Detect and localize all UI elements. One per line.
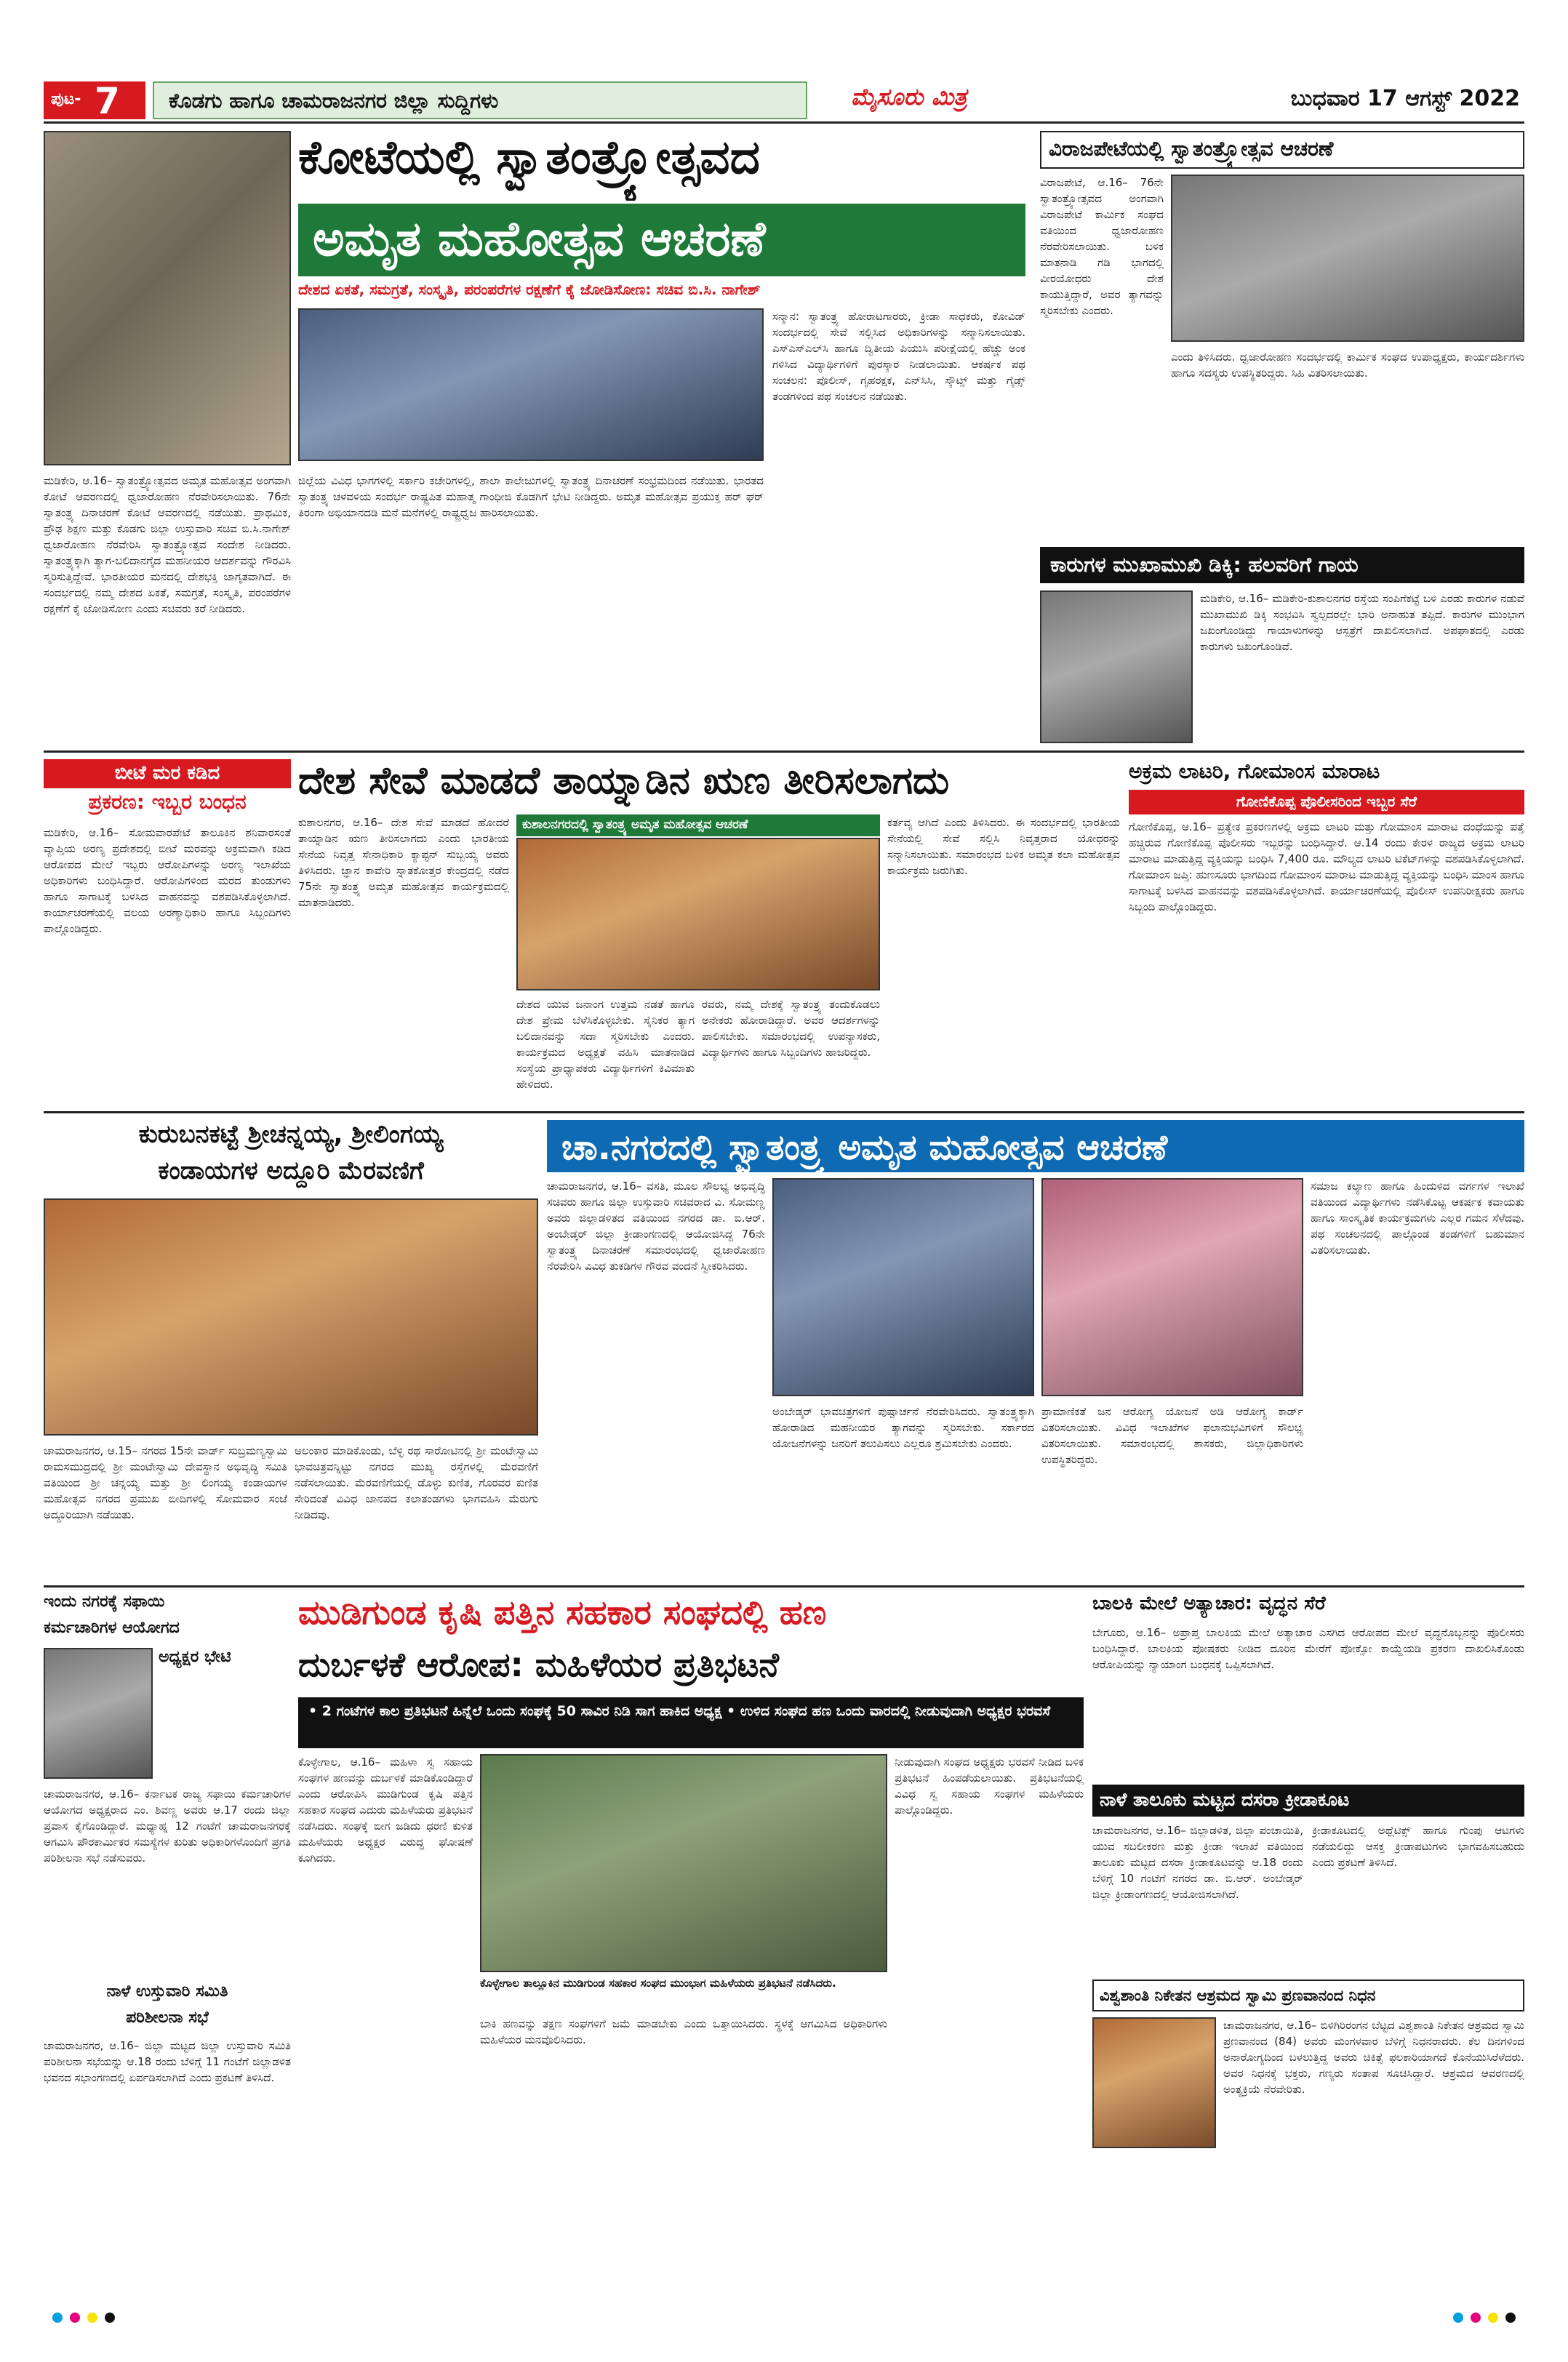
safai-text: ಚಾಮರಾಜನಗರ, ಆ.16– ಕರ್ನಾಟಕ ರಾಜ್ಯ ಸಫಾಯಿ ಕರ್ಮಚಾರಿಗಳ ಆಯೋಗದ ಅಧ್ಯಕ್ಷರಾದ ಎಂ. ಶಿವಣ್ಣ ಅವರು ಆ.17 ರಂದು ಜಿಲ್ಲಾ ಪ್ರವಾಸ ಕೈಗೊಂಡಿದ್ದಾರೆ. ಮಧ್ಯಾಹ್ನ 12 ಗಂಟೆಗೆ ಚಾಮರಾಜನಗರಕ್ಕೆ ಆಗಮಿಸಿ ಪೌರಕಾರ್ಮಿಕರ ಸಮಸ್ಯೆಗಳ ಕುರಿತು ಅಧಿಕಾರಿಗಳೊಂದಿಗೆ ಪ್ರಗತಿ ಪರಿಶೀಲನಾ ಸಭೆ ನಡೆಸುವರು. xyxy=(44,1787,291,1865)
lottery-headline: ಅಕ್ರಮ ಲಾಟರಿ, ಗೋಮಾಂಸ ಮಾರಾಟ xyxy=(1129,759,1380,783)
car-news-headline: ಕಾರುಗಳ ಮುಖಾಮುಖಿ ಡಿಕ್ಕಿ: ಹಲವರಿಗೆ ಗಾಯ xyxy=(1050,553,1359,577)
lead-photo-fort-flag-hoisting xyxy=(44,131,291,465)
paper-name: ಮೈಸೂರು ಮಿತ್ರ xyxy=(851,83,967,111)
desh-seve-column-4: ಕರ್ತವ್ಯ ಆಗಿದೆ ಎಂದು ತಿಳಿಸಿದರು. ಈ ಸಂದರ್ಭದಲ್ಲಿ ಭಾರತೀಯ ಸೇನೆಯಲ್ಲಿ ಸೇವೆ ಸಲ್ಲಿಸಿ ನಿವೃತ್ತರಾದ ಯೋಧರನ್ನು ಸನ್ಮಾನಿಸಲಾಯಿತು. ಸಮಾರಂಭದ ಬಳಿಕ ಅಮೃತ ಕಲಾ ಮಹೋತ್ಸವ ಕಾರ್ಯಕ್ರಮ ಜರುಗಿತು. xyxy=(887,816,1120,877)
safai-chairman-portrait xyxy=(44,1648,153,1779)
virajpet-headline: ವಿರಾಜಪೇಟೆಯಲ್ಲಿ ಸ್ವಾತಂತ್ರ್ಯೋತ್ಸವ ಆಚರಣೆ xyxy=(1049,137,1334,161)
registration-dot-black-right xyxy=(1505,2313,1516,2323)
issue-date: ಬುಧವಾರ 17 ಆಗಸ್ಟ್ 2022 xyxy=(1290,86,1520,111)
lead-headline-1 xyxy=(298,131,1025,201)
tree-arrest-text: ಮಡಿಕೇರಿ, ಆ.16– ಸೋಮವಾರಪೇಟೆ ತಾಲೂಕಿನ ಶನಿವಾರಸಂತೆ ವ್ಯಾಪ್ತಿಯ ಅರಣ್ಯ ಪ್ರದೇಶದಲ್ಲಿ ಬೀಟೆ ಮರವನ್ನು ಅಕ್ರಮವಾಗಿ ಕಡಿದ ಆರೋಪದ ಮೇಲೆ ಇಬ್ಬರು ಆರೋಪಿಗಳನ್ನು ಅರಣ್ಯ ಇಲಾಖೆಯ ಅಧಿಕಾರಿಗಳು ಬಂಧಿಸಿದ್ದಾರೆ. ಆರೋಪಿಗಳಿಂದ ಮರದ ತುಂಡುಗಳು ಹಾಗೂ ಸಾಗಾಟಕ್ಕೆ ಬಳಸಿದ ವಾಹನವನ್ನು ವಶಪಡಿಸಿಕೊಳ್ಳಲಾಗಿದೆ. ಕಾರ್ಯಾಚರಣೆಯಲ್ಲಿ ವಲಯ ಅರಣ್ಯಾಧಿಕಾರಿ ಹಾಗೂ ಸಿಬ್ಬಂದಿಗಳು ಪಾಲ್ಗೊಂಡಿದ್ದರು. xyxy=(44,826,291,935)
registration-dot-magenta-right xyxy=(1471,2313,1481,2323)
registration-dot-black xyxy=(105,2313,115,2323)
registration-dot-cyan xyxy=(52,2313,63,2323)
car-news-text: ಮಡಿಕೇರಿ, ಆ.16– ಮಡಿಕೇರಿ-ಕುಶಾಲನಗರ ರಸ್ತೆಯ ಸಂಪಿಗೆಕಟ್ಟೆ ಬಳಿ ಎರಡು ಕಾರುಗಳ ನಡುವೆ ಮುಖಾಮುಖಿ ಡಿಕ್ಕಿ ಸಂಭವಿಸಿ ಸ್ವಲ್ಪದರಲ್ಲೇ ಭಾರಿ ಅನಾಹುತ ತಪ್ಪಿದೆ. ಕಾರುಗಳ ಮುಂಭಾಗ ಜಖಂಗೊಂಡಿದ್ದು ಗಾಯಾಳುಗಳನ್ನು ಆಸ್ಪತ್ರೆಗೆ ದಾಖಲಿಸಲಾಗಿದೆ. ಅಪಘಾತದಲ್ಲಿ ಎರಡು ಕಾರುಗಳು ಜಖಂಗೊಂಡಿವೆ. xyxy=(1200,592,1524,653)
dasara-column-1: ಚಾಮರಾಜನಗರ, ಆ.16– ಜಿಲ್ಲಾಡಳಿತ, ಜಿಲ್ಲಾ ಪಂಚಾಯಿತಿ, ಯುವ ಸಬಲೀಕರಣ ಮತ್ತು ಕ್ರೀಡಾ ಇಲಾಖೆ ವತಿಯಿಂದ ತಾಲೂಕು ಮಟ್ಟದ ದಸರಾ ಕ್ರೀಡಾಕೂಟವನ್ನು ಆ.18 ರಂದು ಬೆಳಿಗ್ಗೆ 10 ಗಂಟೆಗೆ ನಗರದ ಡಾ. ಬಿ.ಆರ್. ಅಂಬೇಡ್ಕರ್ ಜಿಲ್ಲಾ ಕ್ರೀಡಾಂಗಣದಲ್ಲಿ ಆಯೋಜಿಸಲಾಗಿದೆ. xyxy=(1092,1824,1303,1901)
lead-headline-text-2: ಅಮೃತ ಮಹೋತ್ಸವ ಆಚರಣೆ xyxy=(313,211,766,267)
kuruba-procession-photo xyxy=(44,1198,538,1436)
desh-seve-column-1: ಕುಶಾಲನಗರ, ಆ.16– ದೇಶ ಸೇವೆ ಮಾಡದೆ ಹೋದರೆ ತಾಯ್ನಾಡಿನ ಋಣ ತೀರಿಸಲಾಗದು ಎಂದು ಭಾರತೀಯ ಸೇನೆಯ ನಿವೃತ್ತ ಸೇನಾಧಿಕಾರಿ ಕ್ಯಾಪ್ಟನ್ ಸುಬ್ಬಯ್ಯ ಅವರು ತಿಳಿಸಿದರು. ಜ್ಞಾನ ಕಾವೇರಿ ಸ್ನಾತಕೋತ್ತರ ಕೇಂದ್ರದಲ್ಲಿ ನಡೆದ 75ನೇ ಸ್ವಾತಂತ್ರ್ಯ ಅಮೃತ ಮಹೋತ್ಸವ ಕಾರ್ಯಕ್ರಮದಲ್ಲಿ ಮಾತನಾಡಿದರು. xyxy=(298,816,509,909)
lead-column-2: ಜಿಲ್ಲೆಯ ವಿವಿಧ ಭಾಗಗಳಲ್ಲಿ ಸರ್ಕಾರಿ ಕಚೇರಿಗಳಲ್ಲಿ, ಶಾಲಾ ಕಾಲೇಜುಗಳಲ್ಲಿ ಸ್ವಾತಂತ್ರ್ಯ ದಿನಾಚರಣೆ ಸಂಭ್ರಮದಿಂದ ನಡೆಯಿತು. ಭಾರತದ ಸ್ವಾತಂತ್ರ್ಯ ಚಳವಳಿಯ ಸಂದರ್ಭ ರಾಷ್ಟ್ರಪಿತ ಮಹಾತ್ಮ ಗಾಂಧೀಜಿ ಕೊಡಗಿಗೆ ಭೇಟಿ ನೀಡಿದ್ದರು. ಅಮೃತ ಮಹೋತ್ಸವ ಪ್ರಯುಕ್ತ ಹರ್ ಘರ್ ತಿರಂಗಾ ಅಭಿಯಾನದಡಿ ಮನೆ ಮನೆಗಳಲ್ಲಿ ರಾಷ್ಟ್ರಧ್ವಜ ಹಾರಿಸಲಾಯಿತು. xyxy=(298,474,764,519)
desh-seve-column-2: ದೇಶದ ಯುವ ಜನಾಂಗ ಉತ್ತಮ ನಡತೆ ಹಾಗೂ ದೇಶ ಪ್ರೇಮ ಬೆಳೆಸಿಕೊಳ್ಳಬೇಕು. ಸೈನಿಕರ ತ್ಯಾಗ ಬಲಿದಾನವನ್ನು ಸದಾ ಸ್ಮರಿಸಬೇಕು ಎಂದರು. ಕಾರ್ಯಕ್ರಮದ ಅಧ್ಯಕ್ಷತೆ ವಹಿಸಿ ಮಾತನಾಡಿದ ಸಂಸ್ಥೆಯ ಪ್ರಾಧ್ಯಾಪಕರು ವಿದ್ಯಾರ್ಥಿಗಳಿಗೆ ಕಿವಿಮಾತು ಹೇಳಿದರು. xyxy=(516,998,695,1091)
mudigund-column-2: ಬಾಕಿ ಹಣವನ್ನು ತಕ್ಷಣ ಸಂಘಗಳಿಗೆ ಜಮೆ ಮಾಡಬೇಕು ಎಂದು ಒತ್ತಾಯಿಸಿದರು. ಸ್ಥಳಕ್ಕೆ ಆಗಮಿಸಿದ ಅಧಿಕಾರಿಗಳು ಮಹಿಳೆಯರ ಮನವೊಲಿಸಿದರು. xyxy=(480,2017,887,2046)
section-title-box xyxy=(153,81,807,119)
lead-headline-2 xyxy=(298,204,1025,276)
safai-sub-text: ಚಾಮರಾಜನಗರ, ಆ.16– ಜಿಲ್ಲಾ ಮಟ್ಟದ ಜಿಲ್ಲಾ ಉಸ್ತುವಾರಿ ಸಮಿತಿ ಪರಿಶೀಲನಾ ಸಭೆಯನ್ನು ಆ.18 ರಂದು ಬೆಳಿಗ್ಗೆ 11 ಗಂಟೆಗೆ ಜಿಲ್ಲಾಡಳಿತ ಭವನದ ಸಭಾಂಗಣದಲ್ಲಿ ಏರ್ಪಡಿಸಲಾಗಿದೆ ಎಂದು ಪ್ರಕಟಣೆ ತಿಳಿಸಿದೆ. xyxy=(44,2039,291,2084)
virajpet-headline-box xyxy=(1040,131,1524,169)
registration-dot-yellow-right xyxy=(1488,2313,1498,2323)
tree-arrest-headline-1: ಬೀಟೆ ಮರ ಕಡಿದ xyxy=(44,759,291,788)
mudigund-headline-text-1: ಮುಡಿಗುಂಡ ಕೃಷಿ ಪತ್ತಿನ ಸಹಕಾರ ಸಂಘದಲ್ಲಿ ಹಣ xyxy=(298,1593,827,1632)
divider-row-2 xyxy=(44,1111,1524,1113)
chamarajanagar-column-3: ಪ್ರಾಮಾಣಿಕತೆ ಜನ ಆರೋಗ್ಯ ಯೋಜನೆ ಅಡಿ ಆರೋಗ್ಯ ಕಾರ್ಡ್ ವಿತರಿಸಲಾಯಿತು. ವಿವಿಧ ಇಲಾಖೆಗಳ ಫಲಾನುಭವಿಗಳಿಗೆ ಸೌಲಭ್ಯ ವಿತರಿಸಲಾಯಿತು. ಸಮಾರಂಭದಲ್ಲಿ ಶಾಸಕರು, ಜಿಲ್ಲಾಧಿಕಾರಿಗಳು ಉಪಸ್ಥಿತರಿದ್ದರು. xyxy=(1041,1405,1303,1466)
mudigund-bullets: • 2 ಗಂಟೆಗಳ ಕಾಲ ಪ್ರತಿಭಟನೆ ಹಿನ್ನೆಲೆ ಒಂದು ಸಂಘಕ್ಕೆ 50 ಸಾವಿರ ನಿಡಿ ಸಾಗ ಹಾಕಿದ ಅಧ್ಯಕ್ಷ • ಉಳಿದ ಸಂಘದ ಹಣ ಒಂದು ವಾರದಲ್ಲಿ ನೀಡುವುದಾಗಿ ಅಧ್ಯಕ್ಷರ ಭರವಸೆ xyxy=(298,1697,1084,1748)
chamarajanagar-column-1: ಚಾಮರಾಜನಗರ, ಆ.16– ವಸತಿ, ಮೂಲ ಸೌಲಭ್ಯ ಅಭಿವೃದ್ಧಿ ಸಚಿವರು ಹಾಗೂ ಜಿಲ್ಲಾ ಉಸ್ತುವಾರಿ ಸಚಿವರಾದ ವಿ. ಸೋಮಣ್ಣ ಅವರು ಜಿಲ್ಲಾಡಳಿತದ ವತಿಯಿಂದ ನಗರದ ಡಾ. ಬಿ.ಆರ್. ಅಂಬೇಡ್ಕರ್ ಜಿಲ್ಲಾ ಕ್ರೀಡಾಂಗಣದಲ್ಲಿ ಆಯೋಜಿಸಿದ್ದ 76ನೇ ಸ್ವಾತಂತ್ರ್ಯ ದಿನಾಚರಣೆ ಸಮಾರಂಭದಲ್ಲಿ ಧ್ವಜಾರೋಹಣ ನೆರವೇರಿಸಿ ವಿವಿಧ ತುಕಡಿಗಳ ಗೌರವ ವಂದನೆ ಸ್ವೀಕರಿಸಿದರು. xyxy=(547,1180,765,1273)
car-news-headline-box xyxy=(1040,547,1524,583)
chamarajanagar-headline-box xyxy=(547,1120,1524,1172)
chamarajanagar-column-2: ಅಂಬೇಡ್ಕರ್ ಭಾವಚಿತ್ರಗಳಿಗೆ ಪುಷ್ಪಾರ್ಚನೆ ನೆರವೇರಿಸಿದರು. ಸ್ವಾತಂತ್ರ್ಯಕ್ಕಾಗಿ ಹೋರಾಡಿದ ಮಹನೀಯರ ತ್ಯಾಗವನ್ನು ಸ್ಮರಿಸಬೇಕು. ಸರ್ಕಾರದ ಯೋಜನೆಗಳನ್ನು ಜನರಿಗೆ ತಲುಪಿಸಲು ಎಲ್ಲರೂ ಶ್ರಮಿಸಬೇಕು ಎಂದರು. xyxy=(772,1405,1034,1450)
swami-portrait xyxy=(1092,2017,1216,2148)
mudigund-photo-caption: ಕೊಳ್ಳೇಗಾಲ ತಾಲ್ಲೂಕಿನ ಮುಡಿಗುಂಡ ಸಹಕಾರ ಸಂಘದ ಮುಂಭಾಗ ಮಹಿಳೆಯರು ಪ್ರತಿಭಟನೆ ನಡೆಸಿದರು. xyxy=(480,1977,836,1990)
page-number: 7 xyxy=(95,81,120,119)
chamarajanagar-photo-2 xyxy=(1041,1178,1303,1396)
page-label-box xyxy=(44,81,145,119)
virajpet-column-2: ಎಂದು ತಿಳಿಸಿದರು. ಧ್ವಜಾರೋಹಣ ಸಂದರ್ಭದಲ್ಲಿ ಕಾರ್ಮಿಕ ಸಂಘದ ಉಪಾಧ್ಯಕ್ಷರು, ಕಾರ್ಯದರ್ಶಿಗಳು ಹಾಗೂ ಸದಸ್ಯರು ಉಪಸ್ಥಿತರಿದ್ದರು. ಸಿಹಿ ವಿತರಿಸಲಾಯಿತು. xyxy=(1171,351,1524,380)
section-title: ಕೊಡಗು ಹಾಗೂ ಚಾಮರಾಜನಗರ ಜಿಲ್ಲಾ ಸುದ್ದಿಗಳು xyxy=(169,89,499,113)
kuruba-column-2: ಅಲಂಕಾರ ಮಾಡಿಕೊಂಡು, ಬೆಳ್ಳಿ ರಥ ಸಾರೋಟಿನಲ್ಲಿ ಶ್ರೀ ಮಂಟೇಸ್ವಾಮಿ ಭಾವಚಿತ್ರವನ್ನಿಟ್ಟು ನಗರದ ಮುಖ್ಯ ರಸ್ತೆಗಳಲ್ಲಿ ಮೆರವಣಿಗೆ ನಡೆಸಲಾಯಿತು. ಮೆರವಣಿಗೆಯಲ್ಲಿ ಡೊಳ್ಳು ಕುಣಿತ, ಗೊರವರ ಕುಣಿತ ಸೇರಿದಂತೆ ವಿವಿಧ ಜಾನಪದ ಕಲಾತಂಡಗಳು ಭಾಗವಹಿಸಿ ಮೆರುಗು ನೀಡಿದವು. xyxy=(295,1444,538,1521)
safai-sub-headline-2: ಪರಿಶೀಲನಾ ಸಭೆ xyxy=(126,2009,209,2027)
balaki-headline: ಬಾಲಕಿ ಮೇಲೆ ಅತ್ಯಾಚಾರ: ವೃದ್ಧನ ಸೆರೆ xyxy=(1092,1593,1326,1614)
lead-headline-text-1: ಕೋಟೆಯಲ್ಲಿ ಸ್ವಾತಂತ್ರ್ಯೋತ್ಸವದ xyxy=(298,131,760,185)
desh-seve-photo-caption: ಕುಶಾಲನಗರದಲ್ಲಿ ಸ್ವಾತಂತ್ರ್ಯ ಅಮೃತ ಮಹೋತ್ಸವ ಆಚರಣೆ xyxy=(516,814,880,836)
virajpet-column-1: ವಿರಾಜಪೇಟೆ, ಆ.16– 76ನೇ ಸ್ವಾತಂತ್ರ್ಯೋತ್ಸವದ ಅಂಗವಾಗಿ ವಿರಾಜಪೇಟೆ ಕಾರ್ಮಿಕ ಸಂಘದ ವತಿಯಿಂದ ಧ್ವಜಾರೋಹಣ ನೆರವೇರಿಸಲಾಯಿತು. ಬಳಿಕ ಮಾತನಾಡಿ ಗಡಿ ಭಾಗದಲ್ಲಿ ವೀರಯೋಧರು ದೇಶ ಕಾಯುತ್ತಿದ್ದಾರೆ, ಅವರ ತ್ಯಾಗವನ್ನು ಸ್ಮರಿಸಬೇಕು ಎಂದರು. xyxy=(1040,176,1164,317)
safai-sub-headline-1: ನಾಳೆ ಉಸ್ತುವಾರಿ ಸಮಿತಿ xyxy=(106,1982,228,2001)
dasara-headline: ನಾಳೆ ತಾಲೂಕು ಮಟ್ಟದ ದಸರಾ ಕ್ರೀಡಾಕೂಟ xyxy=(1100,1789,1350,1810)
dasara-column-2: ಕ್ರೀಡಾಕೂಟದಲ್ಲಿ ಅಥ್ಲೆಟಿಕ್ಸ್ ಹಾಗೂ ಗುಂಪು ಆಟಗಳು ನಡೆಯಲಿದ್ದು ಆಸಕ್ತ ಕ್ರೀಡಾಪಟುಗಳು ಭಾಗವಹಿಸಬಹುದು ಎಂದು ಪ್ರಕಟಣೆ ತಿಳಿಸಿದೆ. xyxy=(1312,1824,1524,1869)
divider-row-3 xyxy=(44,1585,1524,1588)
masthead xyxy=(44,79,1524,124)
registration-dot-magenta xyxy=(70,2313,80,2323)
mudigund-protest-photo xyxy=(480,1754,887,1972)
safai-headline-1: ಇಂದು ನಗರಕ್ಕೆ ಸಫಾಯಿ xyxy=(44,1593,165,1611)
mudigund-headline-1 xyxy=(298,1593,1084,1644)
desh-seve-headline: ದೇಶ ಸೇವೆ ಮಾಡದೆ ತಾಯ್ನಾಡಿನ ಋಣ ತೀರಿಸಲಾಗದು xyxy=(298,759,950,803)
vishwashanti-headline-box xyxy=(1092,1979,1524,2011)
divider-row-1 xyxy=(44,750,1524,753)
desh-seve-column-3: ರವರು, ನಮ್ಮ ದೇಶಕ್ಕೆ ಸ್ವಾತಂತ್ರ್ಯ ತಂದುಕೊಡಲು ಅನೇಕರು ಹೋರಾಡಿದ್ದಾರೆ. ಅವರ ಆದರ್ಶಗಳನ್ನು ಪಾಲಿಸಬೇಕು. ಸಮಾರಂಭದಲ್ಲಿ ಉಪನ್ಯಾಸಕರು, ವಿದ್ಯಾರ್ಥಿಗಳು ಹಾಗೂ ಸಿಬ್ಬಂದಿಗಳು ಹಾಜರಿದ್ದರು. xyxy=(702,998,880,1059)
kuruba-headline-1: ಕುರುಬನಕಟ್ಟೆ ಶ್ರೀಚನ್ನಯ್ಯ, ಶ್ರೀಲಿಂಗಯ್ಯ xyxy=(138,1120,444,1149)
tree-arrest-headline-2: ಪ್ರಕರಣ: ಇಬ್ಬರ ಬಂಧನ xyxy=(88,790,247,814)
mudigund-column-1: ಕೊಳ್ಳೇಗಾಲ, ಆ.16– ಮಹಿಳಾ ಸ್ವ ಸಹಾಯ ಸಂಘಗಳ ಹಣವನ್ನು ದುರ್ಬಳಕೆ ಮಾಡಿಕೊಂಡಿದ್ದಾರೆ ಎಂದು ಆರೋಪಿಸಿ ಮುಡಿಗುಂಡ ಕೃಷಿ ಪತ್ತಿನ ಸಹಕಾರ ಸಂಘದ ಎದುರು ಮಹಿಳೆಯರು ಪ್ರತಿಭಟನೆ ನಡೆಸಿದರು. ಸಂಘಕ್ಕೆ ಬೀಗ ಜಡಿದು ಧರಣಿ ಕುಳಿತ ಮಹಿಳೆಯರು ಅಧ್ಯಕ್ಷರ ವಿರುದ್ಧ ಘೋಷಣೆ ಕೂಗಿದರು. xyxy=(298,1756,473,1865)
kuruba-column-1: ಚಾಮರಾಜನಗರ, ಆ.15– ನಗರದ 15ನೇ ವಾರ್ಡ್ ಸುಬ್ರಮಣ್ಯಸ್ವಾಮಿ ರಾಮಸಮುದ್ರದಲ್ಲಿ ಶ್ರೀ ಮಂಟೇಸ್ವಾಮಿ ದೇವಸ್ಥಾನ ಅಭಿವೃದ್ಧಿ ಸಮಿತಿ ವತಿಯಿಂದ ಶ್ರೀ ಚನ್ನಯ್ಯ ಮತ್ತು ಶ್ರೀ ಲಿಂಗಯ್ಯ ಕಂಡಾಯಗಳ ಮಹೋತ್ಸವ ನಗರದ ಪ್ರಮುಖ ಬೀದಿಗಳಲ್ಲಿ ಸೋಮವಾರ ಸಂಜೆ ಅದ್ದೂರಿಯಾಗಿ ನಡೆಯಿತು. xyxy=(44,1444,287,1521)
mudigund-column-3: ನೀಡುವುದಾಗಿ ಸಂಘದ ಅಧ್ಯಕ್ಷರು ಭರವಸೆ ನೀಡಿದ ಬಳಿಕ ಪ್ರತಿಭಟನೆ ಹಿಂಪಡೆಯಲಾಯಿತು. ಪ್ರತಿಭಟನೆಯಲ್ಲಿ ವಿವಿಧ ಸ್ವ ಸಹಾಯ ಸಂಘಗಳ ಮಹಿಳೆಯರು ಪಾಲ್ಗೊಂಡಿದ್ದರು. xyxy=(895,1756,1084,1817)
dasara-headline-box xyxy=(1092,1785,1524,1817)
safai-headline-2: ಕರ್ಮಚಾರಿಗಳ ಆಯೋಗದ xyxy=(44,1619,180,1637)
desh-seve-photo xyxy=(516,838,880,990)
page-label: ಪುಟ- xyxy=(51,90,81,108)
virajpet-photo xyxy=(1171,175,1524,342)
lottery-text: ಗೋಣಿಕೊಪ್ಪ, ಆ.16– ಪ್ರತ್ಯೇಕ ಪ್ರಕರಣಗಳಲ್ಲಿ ಅಕ್ರಮ ಲಾಟರಿ ಮತ್ತು ಗೋಮಾಂಸ ಮಾರಾಟ ದಂಧೆಯನ್ನು ಪತ್ತೆ ಹಚ್ಚಿರುವ ಗೋಣಿಕೊಪ್ಪ ಪೊಲೀಸರು ಇಬ್ಬರನ್ನು ಬಂಧಿಸಿದ್ದಾರೆ. ಆ.14 ರಂದು ಕೇರಳ ರಾಜ್ಯದ ಅಕ್ರಮ ಲಾಟರಿ ಮಾರಾಟ ಮಾಡುತ್ತಿದ್ದ ವ್ಯಕ್ತಿಯನ್ನು ಬಂಧಿಸಿ 7,400 ರೂ. ಮೌಲ್ಯದ ಲಾಟರಿ ಟಿಕೆಟ್‌ಗಳನ್ನು ವಶಪಡಿಸಿಕೊಳ್ಳಲಾಗಿದೆ. ಗೋಮಾಂಸ ಜಪ್ತಿ: ಹುಣಸೂರು ಭಾಗದಿಂದ ಗೋಮಾಂಸ ಮಾರಾಟ ಮಾಡುತ್ತಿದ್ದ ವ್ಯಕ್ತಿಯನ್ನು ಬಂಧಿಸಿ ಮಾಂಸ ಹಾಗೂ ಸಾಗಾಟಕ್ಕೆ ಬಳಸಿದ ವಾಹನವನ್ನು ವಶಪಡಿಸಿಕೊಳ್ಳಲಾಗಿದೆ. ಕಾರ್ಯಾಚರಣೆಯಲ್ಲಿ ಪೊಲೀಸ್ ಉಪನಿರೀಕ್ಷಕರು ಹಾಗೂ ಸಿಬ್ಬಂದಿ ಪಾಲ್ಗೊಂಡಿದ್ದರು. xyxy=(1129,820,1524,913)
safai-headline-3: ಅಧ್ಯಕ್ಷರ ಭೇಟಿ xyxy=(159,1648,231,1666)
chamarajanagar-headline: ಚಾ.ನಗರದಲ್ಲಿ ಸ್ವಾತಂತ್ರ್ಯ ಅಮೃತ ಮಹೋತ್ಸವ ಆಚರಣೆ xyxy=(561,1127,1168,1168)
lead-subhead: ದೇಶದ ಏಕತೆ, ಸಮಗ್ರತೆ, ಸಂಸ್ಕೃತಿ, ಪರಂಪರೆಗಳ ರಕ್ಷಣೆಗೆ ಕೈ ಜೋಡಿಸೋಣ: ಸಚಿವ ಬಿ.ಸಿ. ನಾಗೇಶ್ xyxy=(298,281,761,298)
desh-seve-headline-box xyxy=(298,759,1120,810)
registration-dot-yellow xyxy=(87,2313,97,2323)
mudigund-headline-text-2: ದುರ್ಬಳಕೆ ಆರೋಪ: ಮಹಿಳೆಯರ ಪ್ರತಿಭಟನೆ xyxy=(298,1645,779,1684)
lottery-subhead: ಗೋಣಿಕೊಪ್ಪ ಪೊಲೀಸರಿಂದ ಇಬ್ಬರ ಸೆರೆ xyxy=(1129,790,1524,814)
lead-column-1: ಮಡಿಕೇರಿ, ಆ.16– ಸ್ವಾತಂತ್ರ್ಯೋತ್ಸವದ ಅಮೃತ ಮಹೋತ್ಸವ ಅಂಗವಾಗಿ ಕೋಟೆ ಆವರಣದಲ್ಲಿ ಧ್ವಜಾರೋಹಣ ನೆರವೇರಿಸಲಾಯಿತು. 76ನೇ ಸ್ವಾತಂತ್ರ್ಯ ದಿನಾಚರಣೆ ಕೋಟೆ ಆವರಣದಲ್ಲಿ ನಡೆಯಿತು. ಪ್ರಾಥಮಿಕ, ಪ್ರೌಢ ಶಿಕ್ಷಣ ಮತ್ತು ಕೊಡಗು ಜಿಲ್ಲಾ ಉಸ್ತುವಾರಿ ಸಚಿವ ಬಿ.ಸಿ.ನಾಗೇಶ್ ಧ್ವಜಾರೋಹಣ ನೆರವೇರಿಸಿ ಸ್ವಾತಂತ್ರ್ಯೋತ್ಸವ ಸಂದೇಶ ನೀಡಿದರು. ಸ್ವಾತಂತ್ರ್ಯಕ್ಕಾಗಿ ತ್ಯಾಗ-ಬಲಿದಾನಗೈದ ಮಹನೀಯರ ಆದರ್ಶವನ್ನು ಗೌರವಿಸಿ ಸ್ಮರಿಸುತ್ತಿದ್ದೇವೆ. ಭಾರತೀಯರ ಮನದಲ್ಲಿ ದೇಶಭಕ್ತಿ ಜಾಗೃತವಾಗಿದೆ. ಈ ಸಂದರ್ಭದಲ್ಲಿ ನಮ್ಮ ದೇಶದ ಏಕತೆ, ಸಮಗ್ರತೆ, ಸಂಸ್ಕೃತಿ, ಪರಂಪರೆಗಳ ರಕ್ಷಣೆಗೆ ಕೈ ಜೋಡಿಸೋಣ ಎಂದು ಸಚಿವರು ಕರೆ ನೀಡಿದರು. xyxy=(44,474,291,615)
vishwashanti-headline: ವಿಶ್ವಶಾಂತಿ ನಿಕೇತನ ಆಶ್ರಮದ ಸ್ವಾಮಿ ಪ್ರಣವಾನಂದ ನಿಧನ xyxy=(1100,1987,1376,2004)
chamarajanagar-column-4: ಸಮಾಜ ಕಲ್ಯಾಣ ಹಾಗೂ ಹಿಂದುಳಿದ ವರ್ಗಗಳ ಇಲಾಖೆ ವತಿಯಿಂದ ವಿದ್ಯಾರ್ಥಿಗಳು ನಡೆಸಿಕೊಟ್ಟ ಆಕರ್ಷಕ ಕವಾಯತು ಹಾಗೂ ಸಾಂಸ್ಕೃತಿಕ ಕಾರ್ಯಕ್ರಮಗಳು ಎಲ್ಲರ ಗಮನ ಸೆಳೆದವು. ಪಥ ಸಂಚಲನದಲ್ಲಿ ಪಾಲ್ಗೊಂಡ ತಂಡಗಳಿಗೆ ಬಹುಮಾನ ವಿತರಿಸಲಾಯಿತು. xyxy=(1311,1180,1524,1257)
lead-column-3: ಸನ್ಮಾನ: ಸ್ವಾತಂತ್ರ್ಯ ಹೋರಾಟಗಾರರು, ಕ್ರೀಡಾ ಸಾಧಕರು, ಕೋವಿಡ್ ಸಂದರ್ಭದಲ್ಲಿ ಸೇವೆ ಸಲ್ಲಿಸಿದ ಅಧಿಕಾರಿಗಳನ್ನು ಸನ್ಮಾನಿಸಲಾಯಿತು. ಎಸ್‌ಎಸ್‌ಎಲ್‌ಸಿ ಹಾಗೂ ದ್ವಿತೀಯ ಪಿಯುಸಿ ಪರೀಕ್ಷೆಯಲ್ಲಿ ಹೆಚ್ಚು ಅಂಕ ಗಳಿಸಿದ ವಿದ್ಯಾರ್ಥಿಗಳಿಗೆ ಪುರಸ್ಕಾರ ನೀಡಲಾಯಿತು. ಆಕರ್ಷಕ ಪಥ ಸಂಚಲನ: ಪೊಲೀಸ್, ಗೃಹರಕ್ಷಕ, ಎನ್‌ಸಿಸಿ, ಸ್ಕೌಟ್ಸ್ ಮತ್ತು ಗೈಡ್ಸ್ ತಂಡಗಳಿಂದ ಪಥ ಸಂಚಲನ ನಡೆಯಿತು. xyxy=(772,310,1025,403)
lead-photo-guard-of-honour xyxy=(298,308,764,461)
registration-dot-cyan-right xyxy=(1453,2313,1463,2323)
car-accident-photo xyxy=(1040,590,1193,743)
mudigund-headline-2 xyxy=(298,1645,1084,1693)
kuruba-headline-2: ಕಂಡಾಯಗಳ ಅದ್ದೂರಿ ಮೆರವಣಿಗೆ xyxy=(158,1156,424,1185)
balaki-text: ಬೇಗೂರು, ಆ.16– ಅಪ್ರಾಪ್ತ ಬಾಲಕಿಯ ಮೇಲೆ ಅತ್ಯಾಚಾರ ಎಸಗಿದ ಆರೋಪದ ಮೇಲೆ ವೃದ್ಧನೊಬ್ಬನನ್ನು ಪೊಲೀಸರು ಬಂಧಿಸಿದ್ದಾರೆ. ಬಾಲಕಿಯ ಪೋಷಕರು ನೀಡಿದ ದೂರಿನ ಮೇರೆಗೆ ಪೋಕ್ಸೋ ಕಾಯ್ದೆಯಡಿ ಪ್ರಕರಣ ದಾಖಲಿಸಿಕೊಂಡು ಆರೋಪಿಯನ್ನು ನ್ಯಾಯಾಂಗ ಬಂಧನಕ್ಕೆ ಒಪ್ಪಿಸಲಾಗಿದೆ. xyxy=(1092,1626,1524,1671)
vishwashanti-text: ಚಾಮರಾಜನಗರ, ಆ.16– ಬಿಳಿಗಿರಿರಂಗನ ಬೆಟ್ಟದ ವಿಶ್ವಶಾಂತಿ ನಿಕೇತನ ಆಶ್ರಮದ ಸ್ವಾಮಿ ಪ್ರಣವಾನಂದ (84) ಅವರು ಮಂಗಳವಾರ ಬೆಳಿಗ್ಗೆ ನಿಧನರಾದರು. ಕೆಲ ದಿನಗಳಿಂದ ಅನಾರೋಗ್ಯದಿಂದ ಬಳಲುತ್ತಿದ್ದ ಅವರು ಚಿಕಿತ್ಸೆ ಫಲಕಾರಿಯಾಗದೆ ಕೊನೆಯುಸಿರೆಳೆದರು. ಅವರ ನಿಧನಕ್ಕೆ ಭಕ್ತರು, ಗಣ್ಯರು ಸಂತಾಪ ಸೂಚಿಸಿದ್ದಾರೆ. ಆಶ್ರಮದ ಆವರಣದಲ್ಲಿ ಅಂತ್ಯಕ್ರಿಯೆ ನೆರವೇರಿತು. xyxy=(1223,2019,1524,2096)
chamarajanagar-photo-1 xyxy=(772,1178,1034,1396)
